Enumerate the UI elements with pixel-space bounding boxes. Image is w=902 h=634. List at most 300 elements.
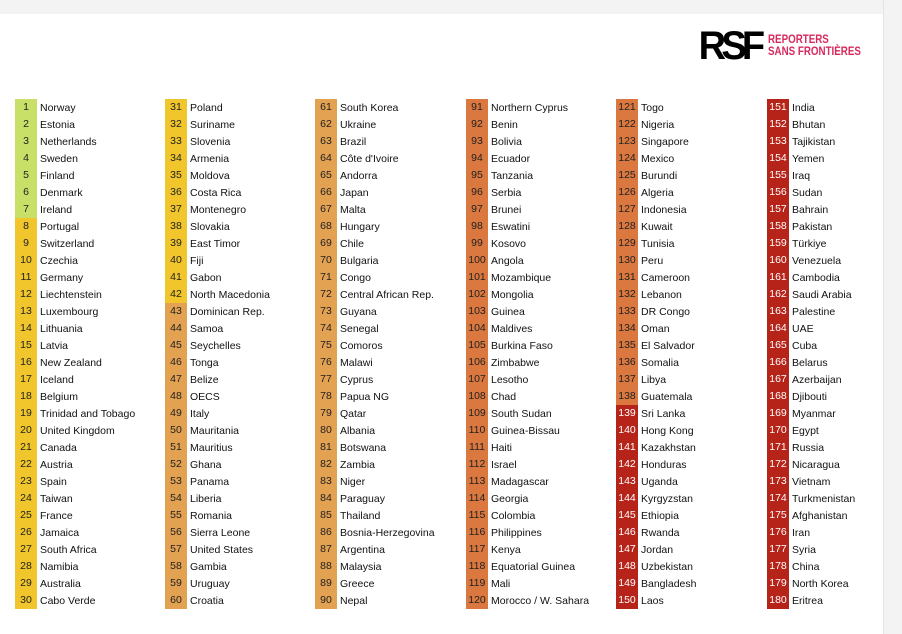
ranking-row bbox=[165, 507, 315, 524]
country-name: Lesotho bbox=[491, 373, 529, 386]
country-name: Finland bbox=[40, 169, 75, 182]
ranking-row bbox=[616, 116, 766, 133]
ranking-row bbox=[767, 524, 902, 541]
ranking-column bbox=[616, 99, 766, 609]
country-name: Costa Rica bbox=[190, 186, 242, 199]
ranking-row bbox=[15, 371, 165, 388]
ranking-row bbox=[165, 133, 315, 150]
rank-badge: 102 bbox=[466, 286, 488, 303]
ranking-row bbox=[165, 592, 315, 609]
country-name: Kuwait bbox=[641, 220, 673, 233]
country-name: Comoros bbox=[340, 339, 383, 352]
country-name: Venezuela bbox=[792, 254, 842, 267]
ranking-row bbox=[616, 286, 766, 303]
rank-badge: 22 bbox=[15, 456, 37, 473]
ranking-column bbox=[165, 99, 315, 609]
rank-badge: 11 bbox=[15, 269, 37, 286]
ranking-row bbox=[165, 490, 315, 507]
ranking-row bbox=[767, 150, 902, 167]
rank-badge: 95 bbox=[466, 167, 488, 184]
country-name: Tunisia bbox=[641, 237, 675, 250]
ranking-row bbox=[767, 167, 902, 184]
rank-badge: 77 bbox=[315, 371, 337, 388]
rank-badge: 97 bbox=[466, 201, 488, 218]
rank-badge: 157 bbox=[767, 201, 789, 218]
rank-badge: 150 bbox=[616, 592, 638, 609]
ranking-row bbox=[466, 422, 616, 439]
country-name: Bosnia-Herzegovina bbox=[340, 526, 435, 539]
rank-badge: 53 bbox=[165, 473, 187, 490]
rank-badge: 172 bbox=[767, 456, 789, 473]
country-name: Ukraine bbox=[340, 118, 377, 131]
country-name: Sweden bbox=[40, 152, 78, 165]
rank-badge: 148 bbox=[616, 558, 638, 575]
rank-badge: 131 bbox=[616, 269, 638, 286]
country-name: Estonia bbox=[40, 118, 76, 131]
country-name: Cabo Verde bbox=[40, 594, 96, 607]
rank-badge: 35 bbox=[165, 167, 187, 184]
rank-badge: 73 bbox=[315, 303, 337, 320]
country-name: Turkmenistan bbox=[792, 492, 856, 505]
ranking-row bbox=[315, 558, 465, 575]
country-name: Haiti bbox=[491, 441, 513, 454]
ranking-row bbox=[165, 473, 315, 490]
rank-badge: 84 bbox=[315, 490, 337, 507]
country-name: Saudi Arabia bbox=[792, 288, 852, 301]
ranking-row bbox=[15, 184, 165, 201]
ranking-row bbox=[466, 218, 616, 235]
rank-badge: 161 bbox=[767, 269, 789, 286]
ranking-row bbox=[767, 541, 902, 558]
ranking-row bbox=[466, 558, 616, 575]
rank-badge: 51 bbox=[165, 439, 187, 456]
ranking-row bbox=[767, 558, 902, 575]
rank-badge: 83 bbox=[315, 473, 337, 490]
rank-badge: 112 bbox=[466, 456, 488, 473]
rank-badge: 130 bbox=[616, 252, 638, 269]
country-name: Luxembourg bbox=[40, 305, 99, 318]
ranking-row bbox=[315, 592, 465, 609]
country-name: Mali bbox=[491, 577, 511, 590]
country-name: Ethiopia bbox=[641, 509, 679, 522]
ranking-row bbox=[466, 490, 616, 507]
ranking-row bbox=[616, 99, 766, 116]
ranking-row bbox=[466, 456, 616, 473]
ranking-row bbox=[616, 252, 766, 269]
ranking-row bbox=[165, 422, 315, 439]
ranking-row bbox=[616, 524, 766, 541]
country-name: Belgium bbox=[40, 390, 78, 403]
country-name: Czechia bbox=[40, 254, 78, 267]
country-name: Zimbabwe bbox=[491, 356, 540, 369]
country-name: Djibouti bbox=[792, 390, 828, 403]
rank-badge: 129 bbox=[616, 235, 638, 252]
rank-badge: 98 bbox=[466, 218, 488, 235]
rank-badge: 147 bbox=[616, 541, 638, 558]
ranking-row bbox=[165, 354, 315, 371]
country-name: Singapore bbox=[641, 135, 689, 148]
ranking-row bbox=[15, 575, 165, 592]
rank-badge: 18 bbox=[15, 388, 37, 405]
ranking-row bbox=[165, 303, 315, 320]
rank-badge: 135 bbox=[616, 337, 638, 354]
rank-badge: 38 bbox=[165, 218, 187, 235]
rank-badge: 48 bbox=[165, 388, 187, 405]
country-name: South Africa bbox=[40, 543, 97, 556]
rank-badge: 57 bbox=[165, 541, 187, 558]
ranking-column bbox=[15, 99, 165, 609]
rank-badge: 175 bbox=[767, 507, 789, 524]
ranking-row bbox=[315, 456, 465, 473]
country-name: Poland bbox=[190, 101, 223, 114]
country-name: Niger bbox=[340, 475, 366, 488]
rank-badge: 149 bbox=[616, 575, 638, 592]
ranking-row bbox=[767, 473, 902, 490]
ranking-row bbox=[767, 99, 902, 116]
country-name: Ecuador bbox=[491, 152, 531, 165]
rank-badge: 32 bbox=[165, 116, 187, 133]
country-name: Laos bbox=[641, 594, 664, 607]
rank-badge: 168 bbox=[767, 388, 789, 405]
rank-badge: 136 bbox=[616, 354, 638, 371]
ranking-row bbox=[466, 354, 616, 371]
ranking-row bbox=[767, 439, 902, 456]
country-name: Syria bbox=[792, 543, 816, 556]
ranking-row bbox=[616, 405, 766, 422]
ranking-row bbox=[767, 235, 902, 252]
country-name: Switzerland bbox=[40, 237, 95, 250]
rank-badge: 106 bbox=[466, 354, 488, 371]
country-name: Vietnam bbox=[792, 475, 831, 488]
country-name: France bbox=[40, 509, 73, 522]
ranking-row bbox=[466, 133, 616, 150]
rank-badge: 164 bbox=[767, 320, 789, 337]
rank-badge: 63 bbox=[315, 133, 337, 150]
rank-badge: 56 bbox=[165, 524, 187, 541]
ranking-row bbox=[616, 184, 766, 201]
ranking-row bbox=[767, 218, 902, 235]
ranking-row bbox=[616, 456, 766, 473]
country-name: Morocco / W. Sahara bbox=[491, 594, 590, 607]
rank-badge: 59 bbox=[165, 575, 187, 592]
rank-badge: 151 bbox=[767, 99, 789, 116]
rank-badge: 17 bbox=[15, 371, 37, 388]
ranking-row bbox=[616, 218, 766, 235]
ranking-row bbox=[15, 558, 165, 575]
country-name: Pakistan bbox=[792, 220, 833, 233]
ranking-row bbox=[616, 575, 766, 592]
rank-badge: 12 bbox=[15, 286, 37, 303]
rank-badge: 86 bbox=[315, 524, 337, 541]
country-name: Burkina Faso bbox=[491, 339, 553, 352]
country-name: Armenia bbox=[190, 152, 230, 165]
country-name: Canada bbox=[40, 441, 77, 454]
rank-badge: 27 bbox=[15, 541, 37, 558]
ranking-row bbox=[466, 303, 616, 320]
ranking-row bbox=[616, 167, 766, 184]
rank-badge: 72 bbox=[315, 286, 337, 303]
rank-badge: 16 bbox=[15, 354, 37, 371]
ranking-row bbox=[165, 388, 315, 405]
rank-badge: 28 bbox=[15, 558, 37, 575]
rank-badge: 173 bbox=[767, 473, 789, 490]
ranking-row bbox=[616, 558, 766, 575]
rank-badge: 109 bbox=[466, 405, 488, 422]
rank-badge: 91 bbox=[466, 99, 488, 116]
rank-badge: 67 bbox=[315, 201, 337, 218]
country-name: Botswana bbox=[340, 441, 387, 454]
country-name: Kazakhstan bbox=[641, 441, 696, 454]
ranking-row bbox=[616, 320, 766, 337]
country-name: Romania bbox=[190, 509, 233, 522]
rank-badge: 145 bbox=[616, 507, 638, 524]
rank-badge: 41 bbox=[165, 269, 187, 286]
rank-badge: 144 bbox=[616, 490, 638, 507]
country-name: Iceland bbox=[40, 373, 74, 386]
ranking-row bbox=[466, 150, 616, 167]
rank-badge: 29 bbox=[15, 575, 37, 592]
ranking-row bbox=[15, 99, 165, 116]
ranking-row bbox=[15, 303, 165, 320]
rank-badge: 62 bbox=[315, 116, 337, 133]
ranking-row bbox=[466, 405, 616, 422]
rank-badge: 166 bbox=[767, 354, 789, 371]
country-name: Northern Cyprus bbox=[491, 101, 569, 114]
ranking-row bbox=[315, 235, 465, 252]
rank-badge: 23 bbox=[15, 473, 37, 490]
rank-badge: 49 bbox=[165, 405, 187, 422]
rank-badge: 108 bbox=[466, 388, 488, 405]
rank-badge: 118 bbox=[466, 558, 488, 575]
country-name: Myanmar bbox=[792, 407, 836, 420]
country-name: Bhutan bbox=[792, 118, 826, 131]
rank-badge: 142 bbox=[616, 456, 638, 473]
country-name: New Zealand bbox=[40, 356, 102, 369]
country-name: Liberia bbox=[190, 492, 222, 505]
logo-mark: RSF bbox=[698, 24, 761, 68]
ranking-row bbox=[165, 167, 315, 184]
country-name: East Timor bbox=[190, 237, 241, 250]
country-name: Dominican Rep. bbox=[190, 305, 265, 318]
rank-badge: 79 bbox=[315, 405, 337, 422]
rank-badge: 133 bbox=[616, 303, 638, 320]
ranking-row bbox=[15, 405, 165, 422]
country-name: Palestine bbox=[792, 305, 836, 318]
rank-badge: 128 bbox=[616, 218, 638, 235]
country-name: Jordan bbox=[641, 543, 674, 556]
ranking-row bbox=[466, 388, 616, 405]
country-name: Central African Rep. bbox=[340, 288, 434, 301]
ranking-row bbox=[767, 269, 902, 286]
ranking-row bbox=[15, 473, 165, 490]
country-name: Papua NG bbox=[340, 390, 390, 403]
ranking-row bbox=[767, 286, 902, 303]
country-name: Afghanistan bbox=[792, 509, 848, 522]
rank-badge: 80 bbox=[315, 422, 337, 439]
country-name: Australia bbox=[40, 577, 81, 590]
country-name: Netherlands bbox=[40, 135, 97, 148]
rank-badge: 120 bbox=[466, 592, 488, 609]
rank-badge: 90 bbox=[315, 592, 337, 609]
rank-badge: 15 bbox=[15, 337, 37, 354]
country-name: Guyana bbox=[340, 305, 377, 318]
rank-badge: 114 bbox=[466, 490, 488, 507]
country-name: Burundi bbox=[641, 169, 678, 182]
country-name: China bbox=[792, 560, 820, 573]
ranking-row bbox=[767, 388, 902, 405]
rank-badge: 93 bbox=[466, 133, 488, 150]
country-name: Ghana bbox=[190, 458, 222, 471]
country-name: Indonesia bbox=[641, 203, 687, 216]
country-name: Ireland bbox=[40, 203, 73, 216]
ranking-row bbox=[315, 439, 465, 456]
country-name: Philippines bbox=[491, 526, 542, 539]
country-name: Somalia bbox=[641, 356, 679, 369]
ranking-row bbox=[165, 269, 315, 286]
rank-badge: 34 bbox=[165, 150, 187, 167]
ranking-row bbox=[466, 507, 616, 524]
country-name: Brazil bbox=[340, 135, 367, 148]
ranking-row bbox=[767, 490, 902, 507]
rank-badge: 167 bbox=[767, 371, 789, 388]
country-name: Argentina bbox=[340, 543, 385, 556]
ranking-row bbox=[767, 507, 902, 524]
rank-badge: 132 bbox=[616, 286, 638, 303]
ranking-row bbox=[466, 524, 616, 541]
ranking-row bbox=[466, 167, 616, 184]
ranking-row bbox=[165, 320, 315, 337]
rank-badge: 134 bbox=[616, 320, 638, 337]
ranking-row bbox=[466, 269, 616, 286]
rank-badge: 50 bbox=[165, 422, 187, 439]
country-name: Sudan bbox=[792, 186, 823, 199]
rank-badge: 54 bbox=[165, 490, 187, 507]
rank-badge: 94 bbox=[466, 150, 488, 167]
country-name: Uruguay bbox=[190, 577, 230, 590]
rank-badge: 82 bbox=[315, 456, 337, 473]
rank-badge: 43 bbox=[165, 303, 187, 320]
ranking-column bbox=[466, 99, 616, 609]
rank-badge: 52 bbox=[165, 456, 187, 473]
rank-badge: 44 bbox=[165, 320, 187, 337]
rank-badge: 162 bbox=[767, 286, 789, 303]
country-name: Guinea-Bissau bbox=[491, 424, 560, 437]
ranking-row bbox=[15, 116, 165, 133]
rank-badge: 160 bbox=[767, 252, 789, 269]
ranking-row bbox=[616, 541, 766, 558]
ranking-row bbox=[767, 116, 902, 133]
ranking-row bbox=[315, 575, 465, 592]
ranking-row bbox=[15, 507, 165, 524]
rank-badge: 89 bbox=[315, 575, 337, 592]
ranking-row bbox=[315, 524, 465, 541]
country-name: Côte d'Ivoire bbox=[340, 152, 399, 165]
rank-badge: 121 bbox=[616, 99, 638, 116]
ranking-row bbox=[466, 252, 616, 269]
rank-badge: 68 bbox=[315, 218, 337, 235]
country-name: Uzbekistan bbox=[641, 560, 693, 573]
country-name: Hong Kong bbox=[641, 424, 694, 437]
rank-badge: 74 bbox=[315, 320, 337, 337]
country-name: Japan bbox=[340, 186, 369, 199]
country-name: Namibia bbox=[40, 560, 79, 573]
rank-badge: 8 bbox=[15, 218, 37, 235]
rank-badge: 179 bbox=[767, 575, 789, 592]
country-name: Chad bbox=[491, 390, 517, 403]
rank-badge: 152 bbox=[767, 116, 789, 133]
country-name: Guatemala bbox=[641, 390, 693, 403]
ranking-row bbox=[165, 201, 315, 218]
rsf-logo bbox=[697, 26, 877, 66]
rank-badge: 158 bbox=[767, 218, 789, 235]
ranking-row bbox=[767, 405, 902, 422]
ranking-row bbox=[315, 337, 465, 354]
country-name: Nepal bbox=[340, 594, 368, 607]
logo-text bbox=[768, 34, 861, 58]
ranking-row bbox=[15, 201, 165, 218]
country-name: Zambia bbox=[340, 458, 376, 471]
rank-badge: 70 bbox=[315, 252, 337, 269]
country-name: Cameroon bbox=[641, 271, 691, 284]
country-name: Algeria bbox=[641, 186, 674, 199]
country-name: Yemen bbox=[792, 152, 825, 165]
ranking-row bbox=[767, 303, 902, 320]
rank-badge: 42 bbox=[165, 286, 187, 303]
ranking-row bbox=[315, 150, 465, 167]
country-name: Croatia bbox=[190, 594, 224, 607]
country-name: Qatar bbox=[340, 407, 367, 420]
rank-badge: 64 bbox=[315, 150, 337, 167]
country-name: Madagascar bbox=[491, 475, 549, 488]
rank-badge: 61 bbox=[315, 99, 337, 116]
country-name: Lebanon bbox=[641, 288, 682, 301]
country-name: Togo bbox=[641, 101, 664, 114]
ranking-row bbox=[315, 218, 465, 235]
country-name: Seychelles bbox=[190, 339, 241, 352]
country-name: Andorra bbox=[340, 169, 378, 182]
ranking-row bbox=[315, 303, 465, 320]
ranking-row bbox=[165, 252, 315, 269]
country-name: Mauritania bbox=[190, 424, 240, 437]
rank-badge: 14 bbox=[15, 320, 37, 337]
rank-badge: 103 bbox=[466, 303, 488, 320]
rank-badge: 19 bbox=[15, 405, 37, 422]
country-name: Cambodia bbox=[792, 271, 840, 284]
ranking-row bbox=[616, 371, 766, 388]
country-name: Paraguay bbox=[340, 492, 385, 505]
ranking-row bbox=[466, 320, 616, 337]
ranking-row bbox=[767, 320, 902, 337]
rank-badge: 124 bbox=[616, 150, 638, 167]
ranking-row bbox=[165, 99, 315, 116]
rank-badge: 159 bbox=[767, 235, 789, 252]
country-name: Senegal bbox=[340, 322, 379, 335]
rank-badge: 65 bbox=[315, 167, 337, 184]
ranking-row bbox=[767, 133, 902, 150]
rank-badge: 169 bbox=[767, 405, 789, 422]
rank-badge: 76 bbox=[315, 354, 337, 371]
country-name: South Korea bbox=[340, 101, 399, 114]
country-name: Colombia bbox=[491, 509, 536, 522]
country-name: Malaysia bbox=[340, 560, 382, 573]
rank-badge: 20 bbox=[15, 422, 37, 439]
ranking-row bbox=[15, 388, 165, 405]
rank-badge: 10 bbox=[15, 252, 37, 269]
country-name: Guinea bbox=[491, 305, 525, 318]
country-name: Azerbaijan bbox=[792, 373, 842, 386]
country-name: Albania bbox=[340, 424, 376, 437]
rank-badge: 37 bbox=[165, 201, 187, 218]
